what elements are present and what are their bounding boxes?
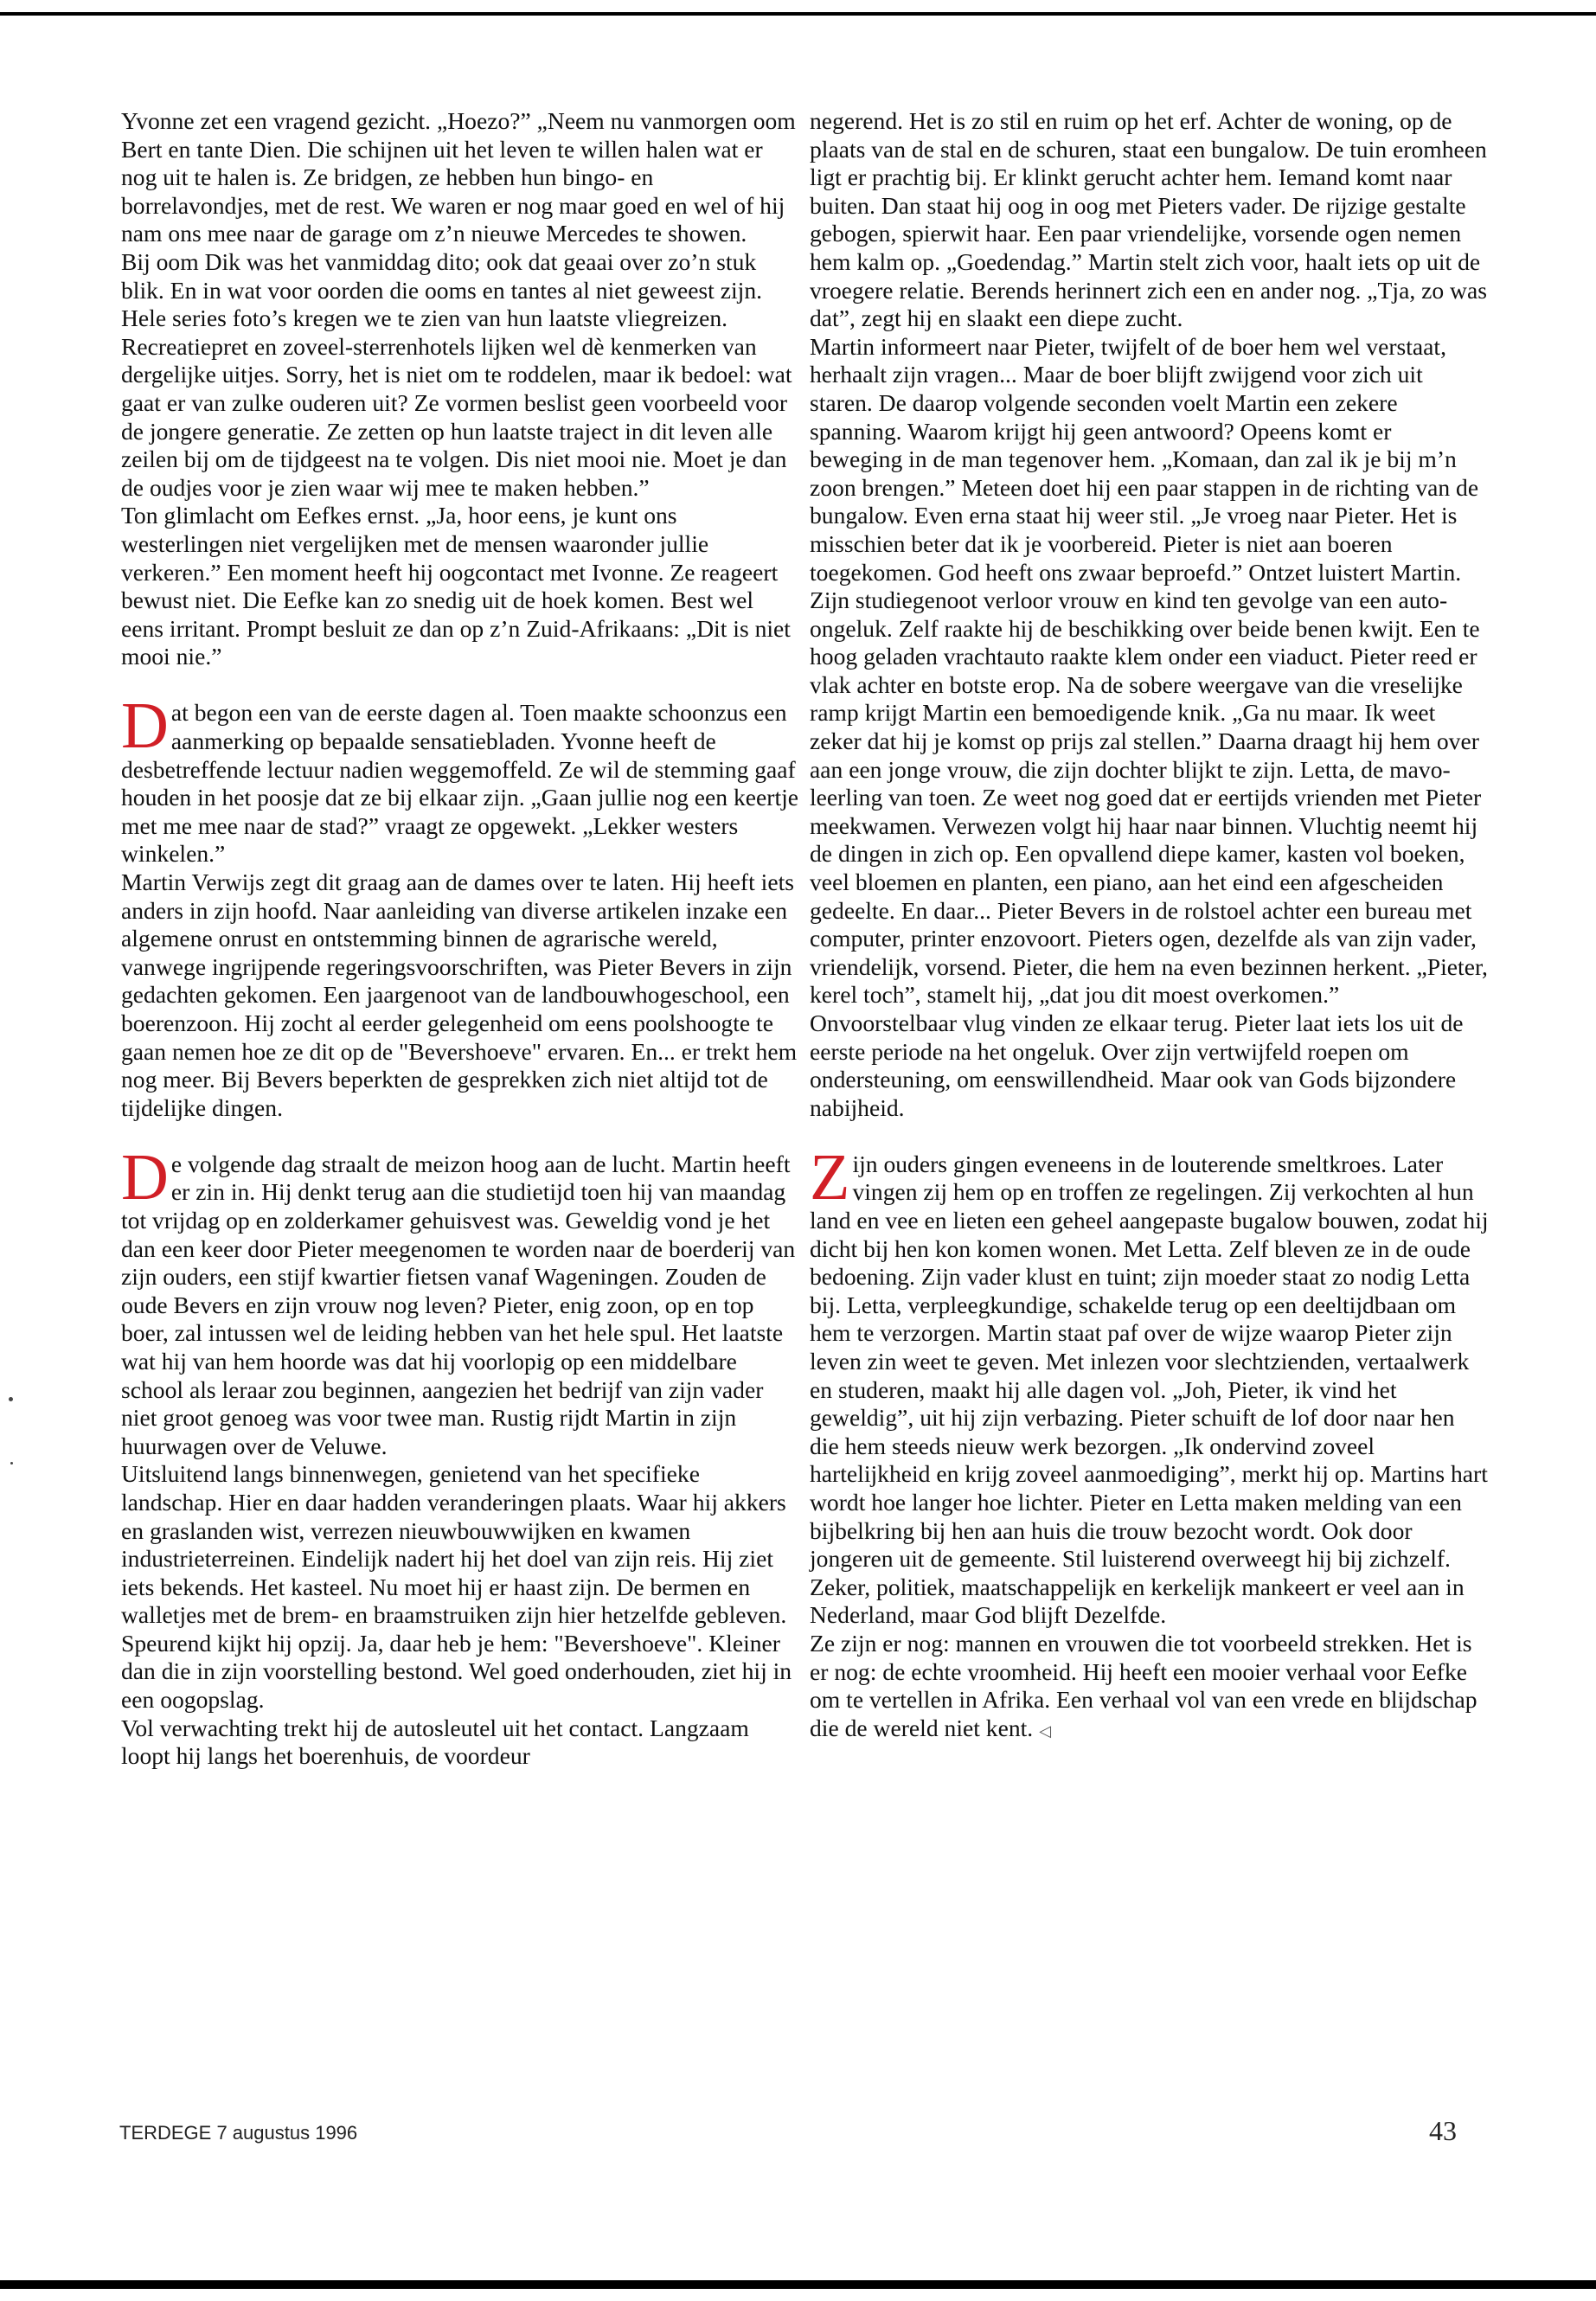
paragraph: Yvonne zet een vragend gezicht. „Hoezo?” „Neem nu vanmorgen oom Bert en tante Dien. Die schijnen uit het leven te willen halen wat er nog uit te halen is. Ze bridgen, ze hebben hun bingo- en borrelavondjes, met de rest. We waren er nog maar goed en wel of hij nam ons mee naar de garage om z’n nieuwe Mercedes te showen. (121, 107, 796, 247)
article-column-right (810, 107, 1489, 1745)
section-gap (810, 1122, 1489, 1150)
paragraph-text: Ze zijn er nog: mannen en vrouwen die tot voorbeeld strekken. Het is er nog: de echte vroomheid. Hij heeft een mooier verhaal voor Eefke om te vertellen in Afrika. Een verhaal vol van een vrede en blijdschap die de wereld niet kent. (810, 1629, 1477, 1741)
footer-publication: TERDEGE 7 augustus 1996 (119, 2122, 358, 2144)
paragraph: Onvoorstelbaar vlug vinden ze elkaar terug. Pieter laat iets los uit de eerste periode na het ongeluk. Over zijn vertwijfeld roepen om ondersteuning, om eenswillendheid. Maar ook van Gods bijzondere nabijheid. (810, 1009, 1464, 1121)
paragraph: Martin Verwijs zegt dit graag aan de dames over te laten. Hij heeft iets anders in zijn hoofd. Naar aanleiding van diverse artikelen inzake een algemene onrust en ontstemming binnen de agrarische wereld, vanwege ingrijpende regeringsvoorschriften, was Pieter Bevers in zijn gedachten gekomen. Een jaargenoot van de landbouwhogeschool, een boerenzoon. Hij zocht al eerder gelegenheid om eens poolshoogte te gaan nemen hoe ze dit op de "Bevershoeve" ervaren. En... er trekt hem nog meer. Bij Bevers beperkten de gesprekken zich niet altijd tot de tijdelijke dingen. (121, 868, 798, 1121)
paragraph: Ton glimlacht om Eefkes ernst. „Ja, hoor eens, je kunt ons westerlingen niet vergelijken met de mensen waaronder jullie verkeren.” Een moment heeft hij oogcontact met Ivonne. Ze reageert bewust niet. Die Eefke kan zo snedig uit de hoek komen. Best wel eens irritant. Prompt besluit ze dan op z’n Zuid-Afrikaans: „Dit is niet mooi nie.” (121, 502, 791, 670)
scan-speck (10, 1462, 13, 1465)
paragraph-text: at begon een van de eerste dagen al. Toen maakte schoonzus een aanmerking op bepaalde sensatiebladen. Yvonne heeft de desbetreffende lectuur nadien weggemoffeld. Ze wil de stemming gaaf houden in het poosje dat ze bij elkaar zijn. „Gaan jullie nog een keertje met me mee naar de stad?” vraagt ze opgewekt. „Lekker westers winkelen.” (121, 699, 799, 868)
paragraph-text: ijn ouders gingen eveneens in de louterende smeltkroes. Later vingen zij hem op en troffen ze regelingen. Zij verkochten al hun land en vee en lieten een geheel aangepaste bugalow bouwen, zodat hij dicht bij hen kon komen wonen. Met Letta. Zelf bleven ze in de oude bedoening. Zijn vader klust en tuint; zijn moeder staat zo nodig Letta bij. Letta, verpleegkundige, schakelde terug op een deeltijdbaan om hem te verzorgen. Martin staat paf over de wijze waarop Pieter zijn leven zin weet te geven. Met inlezen voor slechtzienden, vertaalwerk en studeren, maakt hij alle dagen vol. „Joh, Pieter, ik vind het geweldig”, uit hij zijn verbazing. Pieter schuift de lof door naar hen die hem steeds nieuw werk bezorgen. „Ik ondervind zoveel hartelijkheid en krijg zoveel aanmoediging”, merkt hij op. Martins hart wordt hoe langer hoe lichter. Pieter en Letta maken melding van een bijbelkring bij hen aan huis die trouw bezocht wordt. Ook door jongeren uit de gemeente. Stil luisterend overweegt hij bij zichzelf. Zeker, politiek, maatschappelijk en kerkelijk mankeert er veel aan in Nederland, maar God blijft Dezelfde. (810, 1150, 1489, 1629)
section-paragraph (810, 1140, 1489, 1630)
section-gap (121, 1122, 800, 1150)
paragraph: Zijn studiegenoot verloor vrouw en kind ten gevolge van een auto-ongeluk. Zelf raakte hij de beschikking over beide benen kwijt. Een te hoog geladen vrachtauto raakte klem onder een viaduct. Pieter reed er vlak achter en botste erop. Na de sobere weergave van die vreselijke ramp krijgt Martin een bemoedigende knik. „Ga nu maar. Ik weet zeker dat hij je komst op prijs zal stellen.” Daarna draagt hij hem over aan een jonge vrouw, die zijn dochter blijkt te zijn. Letta, de mavo-leerling van toen. Ze weet nog goed dat er eertijds vrienden met Pieter meekwamen. Verwezen volgt hij haar naar binnen. Vluchtig neemt hij de dingen in zich op. Een opvallend diepe kamer, kasten vol boeken, veel bloemen en planten, een piano, aan het eind een afgescheiden gedeelte. En daar... Pieter Bevers in de rolstoel achter een bureau met computer, printer enzovoort. Pieters ogen, dezelfde als van zijn vader, vriendelijk, vorsend. Pieter, die hem na even bezinnen herkent. „Pieter, kerel toch”, stamelt hij, „dat jou dit moest overkomen.” (810, 586, 1488, 1009)
section-gap (121, 671, 800, 700)
paragraph: Bij oom Dik was het vanmiddag dito; ook dat geaai over zo’n stuk blik. En in wat voor oorden die ooms en tantes al niet geweest zijn. Hele series foto’s kregen we te zien van hun laatste vliegreizen. Recreatiepret en zoveel-sterrenhotels lijken wel dè kenmerken van dergelijke uitjes. Sorry, het is niet om te roddelen, maar ik bedoel: wat gaat er van zulke ouderen uit? Ze vormen beslist geen voorbeeld voor de jongere generatie. Ze zetten op hun laatste traject in dit leven alle zeilen bij om de tijdgeest na te volgen. Dis niet mooi nie. Moet je dan de oudjes voor je zien waar wij mee te maken hebben.” (121, 247, 792, 501)
paragraph-text: e volgende dag straalt de meizon hoog aan de lucht. Martin heeft er zin in. Hij denkt terug aan die studietijd toen hij van maandag tot vrijdag op en zolderkamer gehuisvest was. Geweldig vond je het dan een keer door Pieter meegenomen te worden naar de boerderij van zijn ouders, een stijf kwartier fietsen vanaf Wageningen. Zouden de oude Bevers en zijn vrouw nog leven? Pieter, enig zoon, op en top boer, zal intussen wel de leiding hebben van het hele spul. Het laatste wat hij van hem hoorde was dat hij voorlopig op een middelbare school als leraar zou beginnen, aangezien het bedrijf van zijn vader niet groot genoeg was voor twee man. Rustig rijdt Martin in zijn huurwagen over de Veluwe. (121, 1150, 796, 1459)
paragraph: Uitsluitend langs binnenwegen, genietend van het specifieke landschap. Hier en daar hadden veranderingen plaats. Waar hij akkers en graslanden wist, verrezen nieuwbouwwijken en kwamen industrieterreinen. Eindelijk nadert hij het doel van zijn reis. Hij ziet iets bekends. Het kasteel. Nu moet hij er haast zijn. De bermen en walletjes met de brem- en braamstruiken zijn hier hetzelfde gebleven. Speurend kijkt hij opzij. Ja, daar heb je hem: "Bevershoeve". Kleiner dan die in zijn voorstelling bestond. Wel goed onderhouden, ziet hij in een oogopslag. (121, 1460, 792, 1714)
article-column-left (121, 107, 800, 1771)
drop-cap: D (121, 1140, 169, 1214)
paragraph: Vol verwachting trekt hij de autosleutel uit het contact. Langzaam loopt hij langs het boerenhuis, de voordeur (121, 1714, 749, 1770)
section-paragraph (121, 1140, 800, 1461)
paragraph: Martin informeert naar Pieter, twijfelt of de boer hem wel verstaat, herhaalt zijn vragen... Maar de boer blijft zwijgend voor zich uit staren. De daarop volgende seconden voelt Martin een zekere spanning. Waarom krijgt hij geen antwoord? Opeens komt er beweging in de man tegenover hem. „Komaan, dan zal ik je bij m’n zoon brengen.” Meteen doet hij een paar stappen in de richting van de bungalow. Even erna staat hij weer stil. „Je vroeg naar Pieter. Het is misschien beter dat ik je voorbereid. Pieter is niet aan boeren toegekomen. God heeft ons zwaar beproefd.” Ontzet luistert Martin. (810, 332, 1479, 586)
bottom-border-rule (0, 2280, 1596, 2289)
scan-speck (9, 1397, 13, 1401)
section-paragraph (121, 689, 800, 868)
end-of-article-icon: ◁ (1039, 1721, 1051, 1740)
page-number: 43 (1429, 2115, 1457, 2146)
drop-cap: Z (810, 1140, 850, 1214)
paragraph (810, 1630, 1489, 1745)
drop-cap: D (121, 689, 169, 763)
paragraph: negerend. Het is zo stil en ruim op het erf. Achter de woning, op de plaats van de stal en de schuren, staat een bungalow. De tuin eromheen ligt er prachtig bij. Er klinkt gerucht achter hem. Iemand komt naar buiten. Dan staat hij oog in oog met Pieters vader. De rijzige gestalte gebogen, spierwit haar. Een paar vriendelijke, vorsende ogen nemen hem kalm op. „Goedendag.” Martin stelt zich voor, haalt iets op uit de vroegere relatie. Berends herinnert zich een en ander nog. „Tja, zo was dat”, zegt hij en slaakt een diepe zucht. (810, 107, 1487, 332)
top-border-rule (0, 12, 1596, 16)
